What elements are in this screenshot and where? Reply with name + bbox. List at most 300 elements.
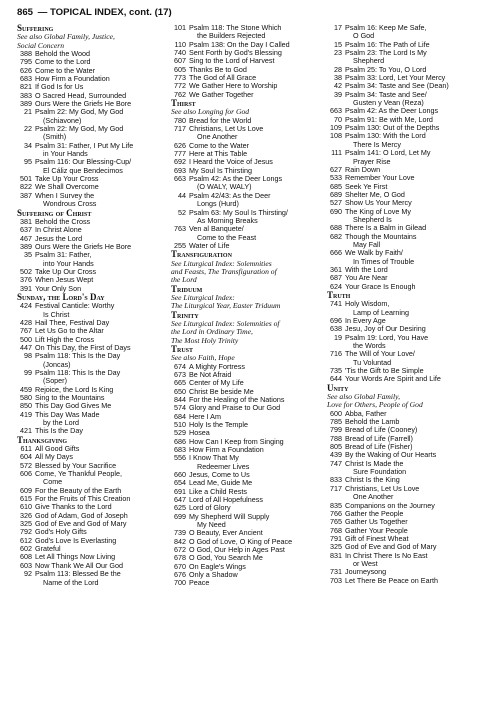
hymn-number: 459 xyxy=(20,384,32,394)
topic-heading: Truth xyxy=(327,290,351,300)
hymn-title-line: Gather the People xyxy=(345,508,404,518)
hymn-title xyxy=(345,233,470,250)
hymn-number: 644 xyxy=(330,374,342,384)
hymn-title-line: God's Love Is Everlasting xyxy=(35,535,117,545)
hymn-number: 615 xyxy=(20,494,32,504)
hymn-title-line: Psalm 25: To You, O Lord xyxy=(345,64,427,74)
hymn-title-line: (Schiavone) xyxy=(43,115,82,125)
hymn-number: 419 xyxy=(20,409,32,419)
hymn-title-line: Center of My Life xyxy=(189,378,244,388)
topic-section xyxy=(171,311,319,345)
hymn-title-line: Hail Thee, Festival Day xyxy=(35,317,110,327)
index-entry xyxy=(171,579,319,587)
hymn-number: 773 xyxy=(174,73,186,83)
hymn-number: 850 xyxy=(20,401,32,411)
hymn-number: 686 xyxy=(174,436,186,446)
hymn-number: 389 xyxy=(20,241,32,251)
hymn-title-line: Gather Us Together xyxy=(345,517,408,527)
hymn-number: 833 xyxy=(330,475,342,485)
see-also-note: See Liturgical Index: Solemnities of xyxy=(171,318,280,328)
index-entry xyxy=(17,302,167,319)
hymn-number: 502 xyxy=(20,266,32,276)
hymn-number: 428 xyxy=(20,317,32,327)
hymn-number: 529 xyxy=(174,428,186,438)
hymn-title-line: Like a Child Rests xyxy=(189,486,247,496)
hymn-title-line: My Need xyxy=(197,520,226,530)
hymn-title-line: Lord of All Hopefulness xyxy=(189,495,263,505)
index-entry xyxy=(327,249,470,266)
hymn-title-line: Psalm 118: The Stone Which xyxy=(189,24,282,32)
index-entry xyxy=(327,49,470,66)
hymn-number: 607 xyxy=(174,56,186,66)
hymn-title-line: Show Us Your Mercy xyxy=(345,198,412,208)
page-header xyxy=(17,6,470,20)
hymn-title-line: God's Holy Gifts xyxy=(35,527,87,537)
hymn-title-line: Shepherd xyxy=(353,56,385,66)
hymn-number: 670 xyxy=(174,561,186,571)
hymn-number: 788 xyxy=(330,433,342,443)
index-entry xyxy=(171,125,319,142)
hymn-title-line: Christ Be beside Me xyxy=(189,386,254,396)
hymn-number: 501 xyxy=(20,174,32,184)
hymn-number: 805 xyxy=(330,442,342,452)
hymn-title xyxy=(189,513,319,530)
hymn-title-line: in Your Hands xyxy=(43,149,88,159)
hymn-title-line: Remember Your Love xyxy=(345,173,415,183)
hymn-title-line: We Walk by Faith/ xyxy=(345,248,403,258)
hymn-number: 674 xyxy=(174,361,186,371)
hymn-title-line: Psalm 31: Father, xyxy=(35,250,92,260)
see-also-note: the Lord in Ordinary Time, xyxy=(171,327,253,337)
hymn-title-line: Seek Ye First xyxy=(345,181,388,191)
topic-section xyxy=(171,285,319,311)
hymn-number: 580 xyxy=(20,392,32,402)
hymn-number: 388 xyxy=(20,48,32,58)
topic-heading: Suffering of Christ xyxy=(17,207,92,218)
hymn-number: 768 xyxy=(330,525,342,535)
hymn-number: 95 xyxy=(24,157,32,167)
hymn-title-line: The King of Love My xyxy=(345,206,411,216)
hymn-title-line: Shelter Me, O God xyxy=(345,189,405,199)
hymn-title-line: Psalm 19: Lord, You Have xyxy=(345,332,429,342)
hymn-title-line: Prayer Rise xyxy=(353,156,391,166)
hymn-title-line: Gift of Finest Wheat xyxy=(345,533,409,543)
hymn-title-line: Thanks Be to God xyxy=(189,64,247,74)
see-also-note: The Liturgical Year, Easter Triduum xyxy=(171,301,281,311)
topic-section xyxy=(171,250,319,284)
hymn-number: 627 xyxy=(330,164,342,174)
hymn-title-line: (Joncas) xyxy=(43,359,71,369)
topic-heading: Unity xyxy=(327,382,349,393)
hymn-number: 325 xyxy=(330,542,342,552)
hymn-title-line: Holy Is the Temple xyxy=(189,419,248,429)
hymn-title-line: Jesus the Lord xyxy=(35,233,83,243)
hymn-title-line: Psalm 16: The Path of Life xyxy=(345,39,430,49)
hymn-title-line: Christ Is the King xyxy=(345,475,400,485)
hymn-number: 533 xyxy=(330,173,342,183)
hymn-title xyxy=(35,570,167,587)
see-also-note: See also Global Family, xyxy=(327,392,400,402)
hymn-title-line: Jesu, Joy of Our Desiring xyxy=(345,324,426,334)
hymn-title-line: In Christ Alone xyxy=(35,225,82,235)
hymn-number: 605 xyxy=(174,64,186,74)
hymn-title xyxy=(345,334,470,351)
hymn-number: 687 xyxy=(330,273,342,283)
hymn-number: 739 xyxy=(174,528,186,538)
hymn-title-line: God of Eve and God of Mary xyxy=(345,542,437,552)
hymn-number: 610 xyxy=(20,502,32,512)
index-entry xyxy=(327,208,470,225)
hymn-number: 772 xyxy=(174,81,186,91)
hymn-title-line: the Builders Rejected xyxy=(197,31,266,41)
hymn-number: 15 xyxy=(334,39,342,49)
see-also-note: the Lord xyxy=(171,275,197,285)
hymn-number: 676 xyxy=(174,570,186,580)
hymn-number: 688 xyxy=(330,223,342,233)
hymn-title-line: into Your Hands xyxy=(43,258,94,268)
hymn-title-line: Sing to the Lord of Harvest xyxy=(189,56,275,66)
hymn-number: 689 xyxy=(330,189,342,199)
hymn-title-line: O God, Our Help in Ages Past xyxy=(189,545,285,555)
hymn-title-line: We Gather Here to Worship xyxy=(189,81,278,91)
index-entry xyxy=(17,125,167,142)
hymn-number: 604 xyxy=(20,452,32,462)
see-also-note: Love for Others, People of God xyxy=(327,400,423,410)
hymn-title xyxy=(35,470,167,487)
hymn-title xyxy=(35,142,167,159)
hymn-title-line: This Day God Gives Me xyxy=(35,401,112,411)
hymn-number: 500 xyxy=(20,334,32,344)
topic-section xyxy=(171,99,319,250)
hymn-title-line: How Firm a Foundation xyxy=(35,74,110,84)
hymn-title-line: O Beauty, Ever Ancient xyxy=(189,528,263,538)
hymn-number: 625 xyxy=(174,503,186,513)
index-entry xyxy=(17,251,167,268)
hymn-title-line: God of Adam, God of Joseph xyxy=(35,510,128,520)
hymn-title-line: Your Only Son xyxy=(35,283,82,293)
hymn-title-line: Be Not Afraid xyxy=(189,369,232,379)
hymn-number: 663 xyxy=(174,174,186,184)
hymn-title xyxy=(189,125,319,142)
hymn-title-line: My Soul Is Thirsting xyxy=(189,165,252,175)
hymn-title-line: You Are Near xyxy=(345,273,388,283)
hymn-title-line: Glory and Praise to Our God xyxy=(189,403,281,413)
hymn-title-line: Let All Things Now Living xyxy=(35,552,116,562)
hymn-title xyxy=(345,208,470,225)
hymn-title-line: Now Thank We All Our God xyxy=(35,560,124,570)
hymn-title-line: Lift High the Cross xyxy=(35,334,95,344)
hymn-title-line: 'Tis the Gift to Be Simple xyxy=(345,366,424,376)
hymn-number: 666 xyxy=(330,248,342,258)
hymn-title-line: We Gather Together xyxy=(189,89,254,99)
hymn-title-line: Here at This Table xyxy=(189,149,248,159)
hymn-title-line: Take Up Your Cross xyxy=(35,174,99,184)
hymn-title-line: Shepherd Is xyxy=(353,214,392,224)
hymn-title-line: Here I Am xyxy=(189,411,221,421)
index-entry xyxy=(17,570,167,587)
hymn-title-line: Longs (Hurd) xyxy=(197,199,239,209)
hymn-number: 325 xyxy=(20,519,32,529)
hymn-number: 38 xyxy=(334,73,342,83)
hymn-title-line: This Day Was Made xyxy=(35,409,100,419)
hymn-title-line: Let There Be Peace on Earth xyxy=(345,575,438,585)
hymn-title-line: Psalm 63: My Soul Is Thirsting/ xyxy=(189,207,288,217)
hymn-number: 255 xyxy=(174,240,186,250)
hymn-title-line: In Every Age xyxy=(345,315,386,325)
index-entry xyxy=(171,209,319,226)
hymn-title xyxy=(345,132,470,149)
hymn-title-line: Ours Were the Griefs He Bore xyxy=(35,241,132,251)
hymn-title-line: Lamp of Learning xyxy=(353,307,409,317)
hymn-title-line: We Shall Overcome xyxy=(35,182,99,192)
hymn-number: 767 xyxy=(20,326,32,336)
hymn-number: 716 xyxy=(330,349,342,359)
index-entry xyxy=(327,350,470,367)
hymn-title-line: Psalm 22: My God, My God xyxy=(35,107,124,117)
hymn-title-line: Give Thanks to the Lord xyxy=(35,502,112,512)
see-also-note: Social Concern xyxy=(17,40,65,50)
hymn-title-line: One Another xyxy=(197,132,238,142)
hymn-number: 663 xyxy=(330,106,342,116)
hymn-number: 693 xyxy=(174,165,186,175)
index-entry xyxy=(17,352,167,369)
hymn-title-line: Psalm 91: Be with Me, Lord xyxy=(345,114,433,124)
hymn-number: 326 xyxy=(20,510,32,520)
hymn-title-line: Gather Your People xyxy=(345,525,408,535)
topic-section xyxy=(17,436,167,587)
hymn-title xyxy=(189,225,319,242)
index-column-2 xyxy=(167,24,319,588)
hymn-title xyxy=(35,302,167,319)
topic-section xyxy=(327,24,470,291)
hymn-number: 717 xyxy=(330,483,342,493)
hymn-title-line: For the Fruits of This Creation xyxy=(35,494,131,504)
hymn-title-line: The Will of Your Love/ xyxy=(345,349,415,359)
hymn-number: 391 xyxy=(20,283,32,293)
hymn-title xyxy=(35,192,167,209)
hymn-number: 603 xyxy=(20,560,32,570)
hymn-title-line: With the Lord xyxy=(345,264,388,274)
topic-section xyxy=(327,291,470,384)
hymn-title-line: Psalm 34: Taste and See (Dean) xyxy=(345,81,449,91)
hymn-title xyxy=(345,49,470,66)
hymn-title-line: Psalm 33: Lord, Let Your Mercy xyxy=(345,73,446,83)
hymn-title-line: Come, Ye Thankful People, xyxy=(35,469,122,479)
hymn-title xyxy=(345,577,470,585)
hymn-title-line: Psalm 22: My God, My God xyxy=(35,124,124,134)
index-entry xyxy=(171,175,319,192)
hymn-number: 611 xyxy=(20,444,32,453)
hymn-title-line: By the Waking of Our Hearts xyxy=(345,450,437,460)
hymn-number: 108 xyxy=(330,131,342,141)
hymn-number: 785 xyxy=(330,417,342,427)
hymn-number: 696 xyxy=(330,315,342,325)
hymn-title-line: O God of Love, O King of Peace xyxy=(189,536,293,546)
hymn-number: 606 xyxy=(20,469,32,479)
hymn-title-line: Psalm 31: Father, I Put My Life xyxy=(35,140,134,150)
topic-heading: Suffering xyxy=(17,24,54,33)
hymn-title-line: There Is Mercy xyxy=(353,139,401,149)
hymn-title-line: Sing to the Mountains xyxy=(35,392,105,402)
topic-heading: Trinity xyxy=(171,309,199,320)
topic-section xyxy=(17,293,167,436)
hymn-number: 799 xyxy=(330,425,342,435)
index-entry xyxy=(171,192,319,209)
hymn-title-line: Psalm 42/43: As the Deer xyxy=(189,190,271,200)
hymn-number: 684 xyxy=(174,411,186,421)
hymn-title-line: Companions on the Journey xyxy=(345,500,435,510)
hymn-title xyxy=(345,485,470,502)
hymn-title-line: Come xyxy=(43,477,63,487)
hymn-title xyxy=(189,454,319,471)
index-column-1 xyxy=(17,24,167,587)
hymn-number: 44 xyxy=(178,190,186,200)
index-entry xyxy=(17,108,167,125)
hymn-number: 731 xyxy=(330,567,342,577)
index-entry xyxy=(327,334,470,351)
hymn-title-line: Blessed by Your Sacrifice xyxy=(35,460,117,470)
index-entry xyxy=(17,158,167,175)
hymn-title-line: May Fall xyxy=(353,239,381,249)
see-also-note: See also Longing for God xyxy=(171,107,250,117)
hymn-number: 821 xyxy=(20,82,32,92)
index-columns xyxy=(17,24,470,588)
hymn-title xyxy=(345,350,470,367)
hymn-title-line: This Is the Day xyxy=(35,426,83,436)
index-entry xyxy=(171,454,319,471)
hymn-title-line: Abba, Father xyxy=(345,408,387,418)
hymn-number: 650 xyxy=(174,386,186,396)
index-entry xyxy=(327,577,470,585)
hymn-title-line: Sure Foundation xyxy=(353,467,407,477)
hymn-number: 660 xyxy=(174,469,186,479)
hymn-title-line: There Is a Balm in Gilead xyxy=(345,223,427,233)
index-entry xyxy=(327,91,470,108)
hymn-title-line: by the Lord xyxy=(43,418,79,428)
hymn-title-line: Psalm 23: The Lord Is My xyxy=(345,48,427,58)
index-entry xyxy=(327,149,470,166)
hymn-title-line: Christians, Let Us Love xyxy=(345,483,420,493)
topic-section xyxy=(171,345,319,588)
hymn-title-line: Rain Down xyxy=(345,164,381,174)
index-entry xyxy=(17,470,167,487)
hymn-title-line: Peace xyxy=(189,578,210,588)
hymn-title-line: Psalm 130: Out of the Depths xyxy=(345,123,440,133)
hymn-title-line: Your Words Are Spirit and Life xyxy=(345,374,441,384)
hymn-number: 527 xyxy=(330,198,342,208)
hymn-title-line: Psalm 34: Taste and See/ xyxy=(345,89,427,99)
hymn-title xyxy=(35,411,167,428)
hymn-title-line: Jesus, Come to Us xyxy=(189,469,250,479)
hymn-number: 691 xyxy=(174,486,186,496)
see-also-note: and Feasts, The Transfiguration of xyxy=(171,266,277,276)
hymn-number: 665 xyxy=(174,378,186,388)
hymn-title-line: How Can I Keep from Singing xyxy=(189,436,284,446)
hymn-title xyxy=(35,369,167,386)
hymn-title-line: As Morning Breaks xyxy=(197,215,258,225)
hymn-title-line: Behold the Cross xyxy=(35,216,91,226)
hymn-number: 624 xyxy=(330,281,342,291)
hymn-number: 740 xyxy=(174,48,186,58)
hymn-title-line: In Times of Trouble xyxy=(353,256,415,266)
hymn-number: 792 xyxy=(20,527,32,537)
index-entry xyxy=(327,132,470,149)
hymn-title-line: Hosea xyxy=(189,428,210,438)
hymn-title xyxy=(345,249,470,266)
hymn-title-line: Behold the Lamb xyxy=(345,417,400,427)
hymn-title-line: Journeysong xyxy=(345,567,387,577)
index-entry xyxy=(327,460,470,477)
hymn-number: 692 xyxy=(174,157,186,167)
hymn-title-line: When Jesus Wept xyxy=(35,275,94,285)
hymn-title-line: Gusten y Vean (Reza) xyxy=(353,98,424,108)
hymn-title-line: Christ Is Made the xyxy=(345,458,404,468)
hymn-number: 685 xyxy=(330,181,342,191)
hymn-number: 572 xyxy=(20,460,32,470)
hymn-number: 447 xyxy=(20,342,32,352)
hymn-number: 703 xyxy=(330,575,342,585)
hymn-title-line: Water of Life xyxy=(189,240,230,250)
hymn-title-line: Psalm 118: This Is the Day xyxy=(35,351,121,361)
index-entry xyxy=(17,411,167,428)
hymn-title-line: Bread for the World xyxy=(189,115,252,125)
index-entry xyxy=(171,513,319,530)
hymn-title-line: Lead Me, Guide Me xyxy=(189,478,253,488)
hymn-title xyxy=(345,24,470,41)
hymn-number: 626 xyxy=(174,140,186,150)
hymn-number: 682 xyxy=(330,231,342,241)
hymn-number: 609 xyxy=(20,485,32,495)
hymn-title xyxy=(345,375,470,383)
hymn-number: 647 xyxy=(174,495,186,505)
hymn-title-line: Take Up Our Cross xyxy=(35,266,97,276)
hymn-number: 842 xyxy=(174,536,186,546)
hymn-title xyxy=(35,125,167,142)
hymn-title-line: O God, You Search Me xyxy=(189,553,263,563)
topic-heading: Sunday, the Lord's Day xyxy=(17,291,105,302)
hymn-title-line: Psalm 42: As the Deer Longs xyxy=(345,106,439,116)
hymn-title xyxy=(345,552,470,569)
hymn-number: 28 xyxy=(334,64,342,74)
hymn-number: 678 xyxy=(174,553,186,563)
hymn-title-line: Is Christ xyxy=(43,309,70,319)
index-entry xyxy=(327,485,470,502)
hymn-number: 608 xyxy=(20,552,32,562)
hymn-title-line: When I Survey the xyxy=(35,190,95,200)
hymn-title-line: Come to the Water xyxy=(189,140,250,150)
hymn-title-line: Christians, Let Us Love xyxy=(189,124,264,134)
hymn-number: 735 xyxy=(330,366,342,376)
hymn-title-line: All Good Gifts xyxy=(35,444,80,453)
see-also-note: See also Faith, Hope xyxy=(171,353,235,363)
hymn-number: 110 xyxy=(174,39,186,49)
hymn-title-line: I Know That My xyxy=(189,453,239,463)
hymn-number: 612 xyxy=(20,535,32,545)
hymn-title-line: Come to the Lord xyxy=(35,57,91,67)
hymn-number: 361 xyxy=(330,264,342,274)
hymn-title-line: (O WALY, WALY) xyxy=(197,182,252,192)
hymn-title-line: Tu Voluntad xyxy=(353,357,392,367)
hymn-number: 762 xyxy=(174,89,186,99)
hymn-title-line: the Words xyxy=(353,341,386,351)
index-entry xyxy=(327,24,470,41)
hymn-number: 780 xyxy=(174,115,186,125)
hymn-title-line: Name of the Lord xyxy=(43,577,99,587)
hymn-number: 52 xyxy=(178,207,186,217)
see-also-note: See also Global Family, Justice, xyxy=(17,32,115,42)
hymn-number: 690 xyxy=(330,206,342,216)
hymn-title-line: El Cáliz que Bendecimos xyxy=(43,165,123,175)
